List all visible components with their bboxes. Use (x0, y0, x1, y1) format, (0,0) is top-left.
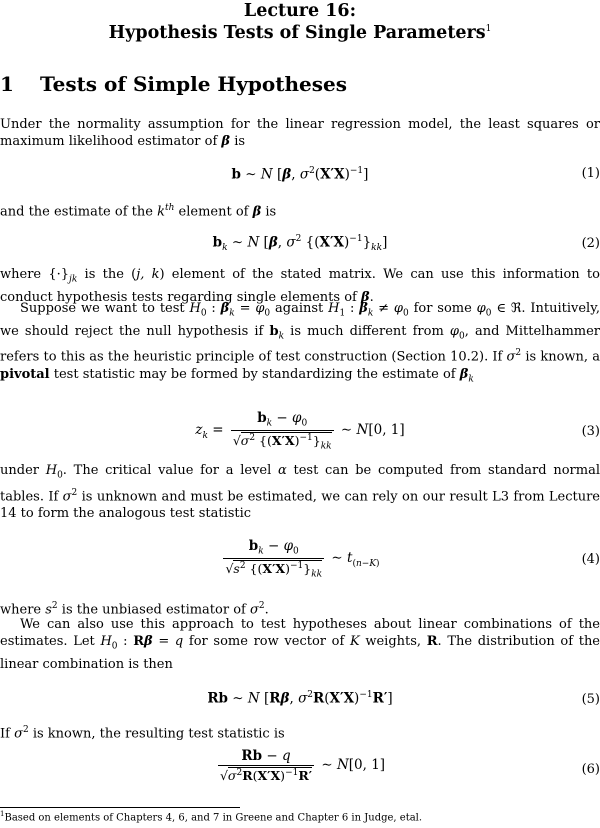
equation-4: $\frac{b_k - \varphi_0}{√s^2 \{(X'X)^{-1}\}_{kk}}$ ∼ $t_{(n-K)}$ (4) (225, 538, 600, 580)
equation-number: (1) (581, 166, 600, 181)
paragraph-8: If $\sigma^2$ is known, the resulting test statistic is (0, 725, 285, 742)
lecture-title: Lecture 16: (243, 1, 357, 21)
footnote-marker: 1 (485, 24, 492, 34)
paragraph-7: We can also use this approach to test hypotheses about linear combinations of the estimates. Let $H_0$ : Rβ = q for some row vector of K weights, R. The distribution of the linear combination is then (0, 617, 600, 672)
section-number: 1 (0, 72, 14, 96)
equation-number: (3) (581, 424, 600, 439)
footnote: $^1$Based on elements of Chapters 4, 6, and 7 in Greene and Chapter 6 in Judge, etal. (0, 810, 423, 824)
paper-title: Hypothesis Tests of Single Parameters$^1$ (108, 23, 492, 43)
equation-5: Rb ∼ N [Rβ, $\sigma^2R(X'X)^{-1}R'$] (5) (207, 690, 600, 707)
paragraph-4: Suppose we want to test $H_0$ : $\beta_k = \varphi_0$ against $H_1$ : $\beta_k \ne \varphi_0$ for some $\varphi_0$ ∈ ℜ. Intuitively, we should reject the null hypothesis if $b_k$ is much different from $\varphi_0$, and Mittelhammer refers to this as the heuristic principle of test construction (Section 10.2). If $\sigma^2$ is known, a pivotal test statistic may be formed by standardizing the estimate of $\beta_k$ (0, 301, 600, 385)
paragraph-5: under $H_0$. The critical value for a level α test can be computed from standard normal tables. If $\sigma^2$ is unknown and must be estimated, we can rely on our result L3 from Lecture 14 to form the analogous test statistic (0, 463, 600, 521)
equation-number: (4) (581, 552, 600, 567)
paragraph-2: and the estimate of the $k^{th}$ element of β is (0, 203, 277, 220)
equation-1: b ∼ N [β, $\sigma^2(X'X)^{-1}$] (1) (231, 166, 600, 183)
paragraph-3: where $\{\cdot\}_{jk}$ is the (j, k) element of the stated matrix. We can use this information to conduct hypothesis tests regarding single elements of β. (0, 267, 600, 305)
equation-6: $\frac{Rb - q}{√\sigma^2R(X'X)^{-1}R'}$ ∼ N[0, 1] (6) (219, 748, 600, 784)
equation-3: $z_k$ = $\frac{b_k - \varphi_0}{√\sigma^2 \{(X'X)^{-1}\}_{kk}}$ ∼ N[0, 1] (3) (195, 410, 600, 452)
section-title: Tests of Simple Hypotheses (40, 72, 348, 96)
section-heading (0, 72, 347, 96)
paragraph-1: Under the normality assumption for the linear regression model, the least squares or maximum likelihood estimator of β is (0, 117, 600, 149)
equation-2: $b_k$ ∼ N [β, $\sigma^2$ $\{(X'X)^{-1}\}_{kk}$] (2) (212, 234, 600, 254)
paragraph-6: where $s^2$ is the unbiased estimator of $\sigma^2$. (0, 601, 269, 618)
equation-number: (5) (581, 692, 600, 707)
footnote-rule (0, 807, 240, 808)
equation-number: (2) (581, 236, 600, 251)
equation-number: (6) (581, 762, 600, 777)
